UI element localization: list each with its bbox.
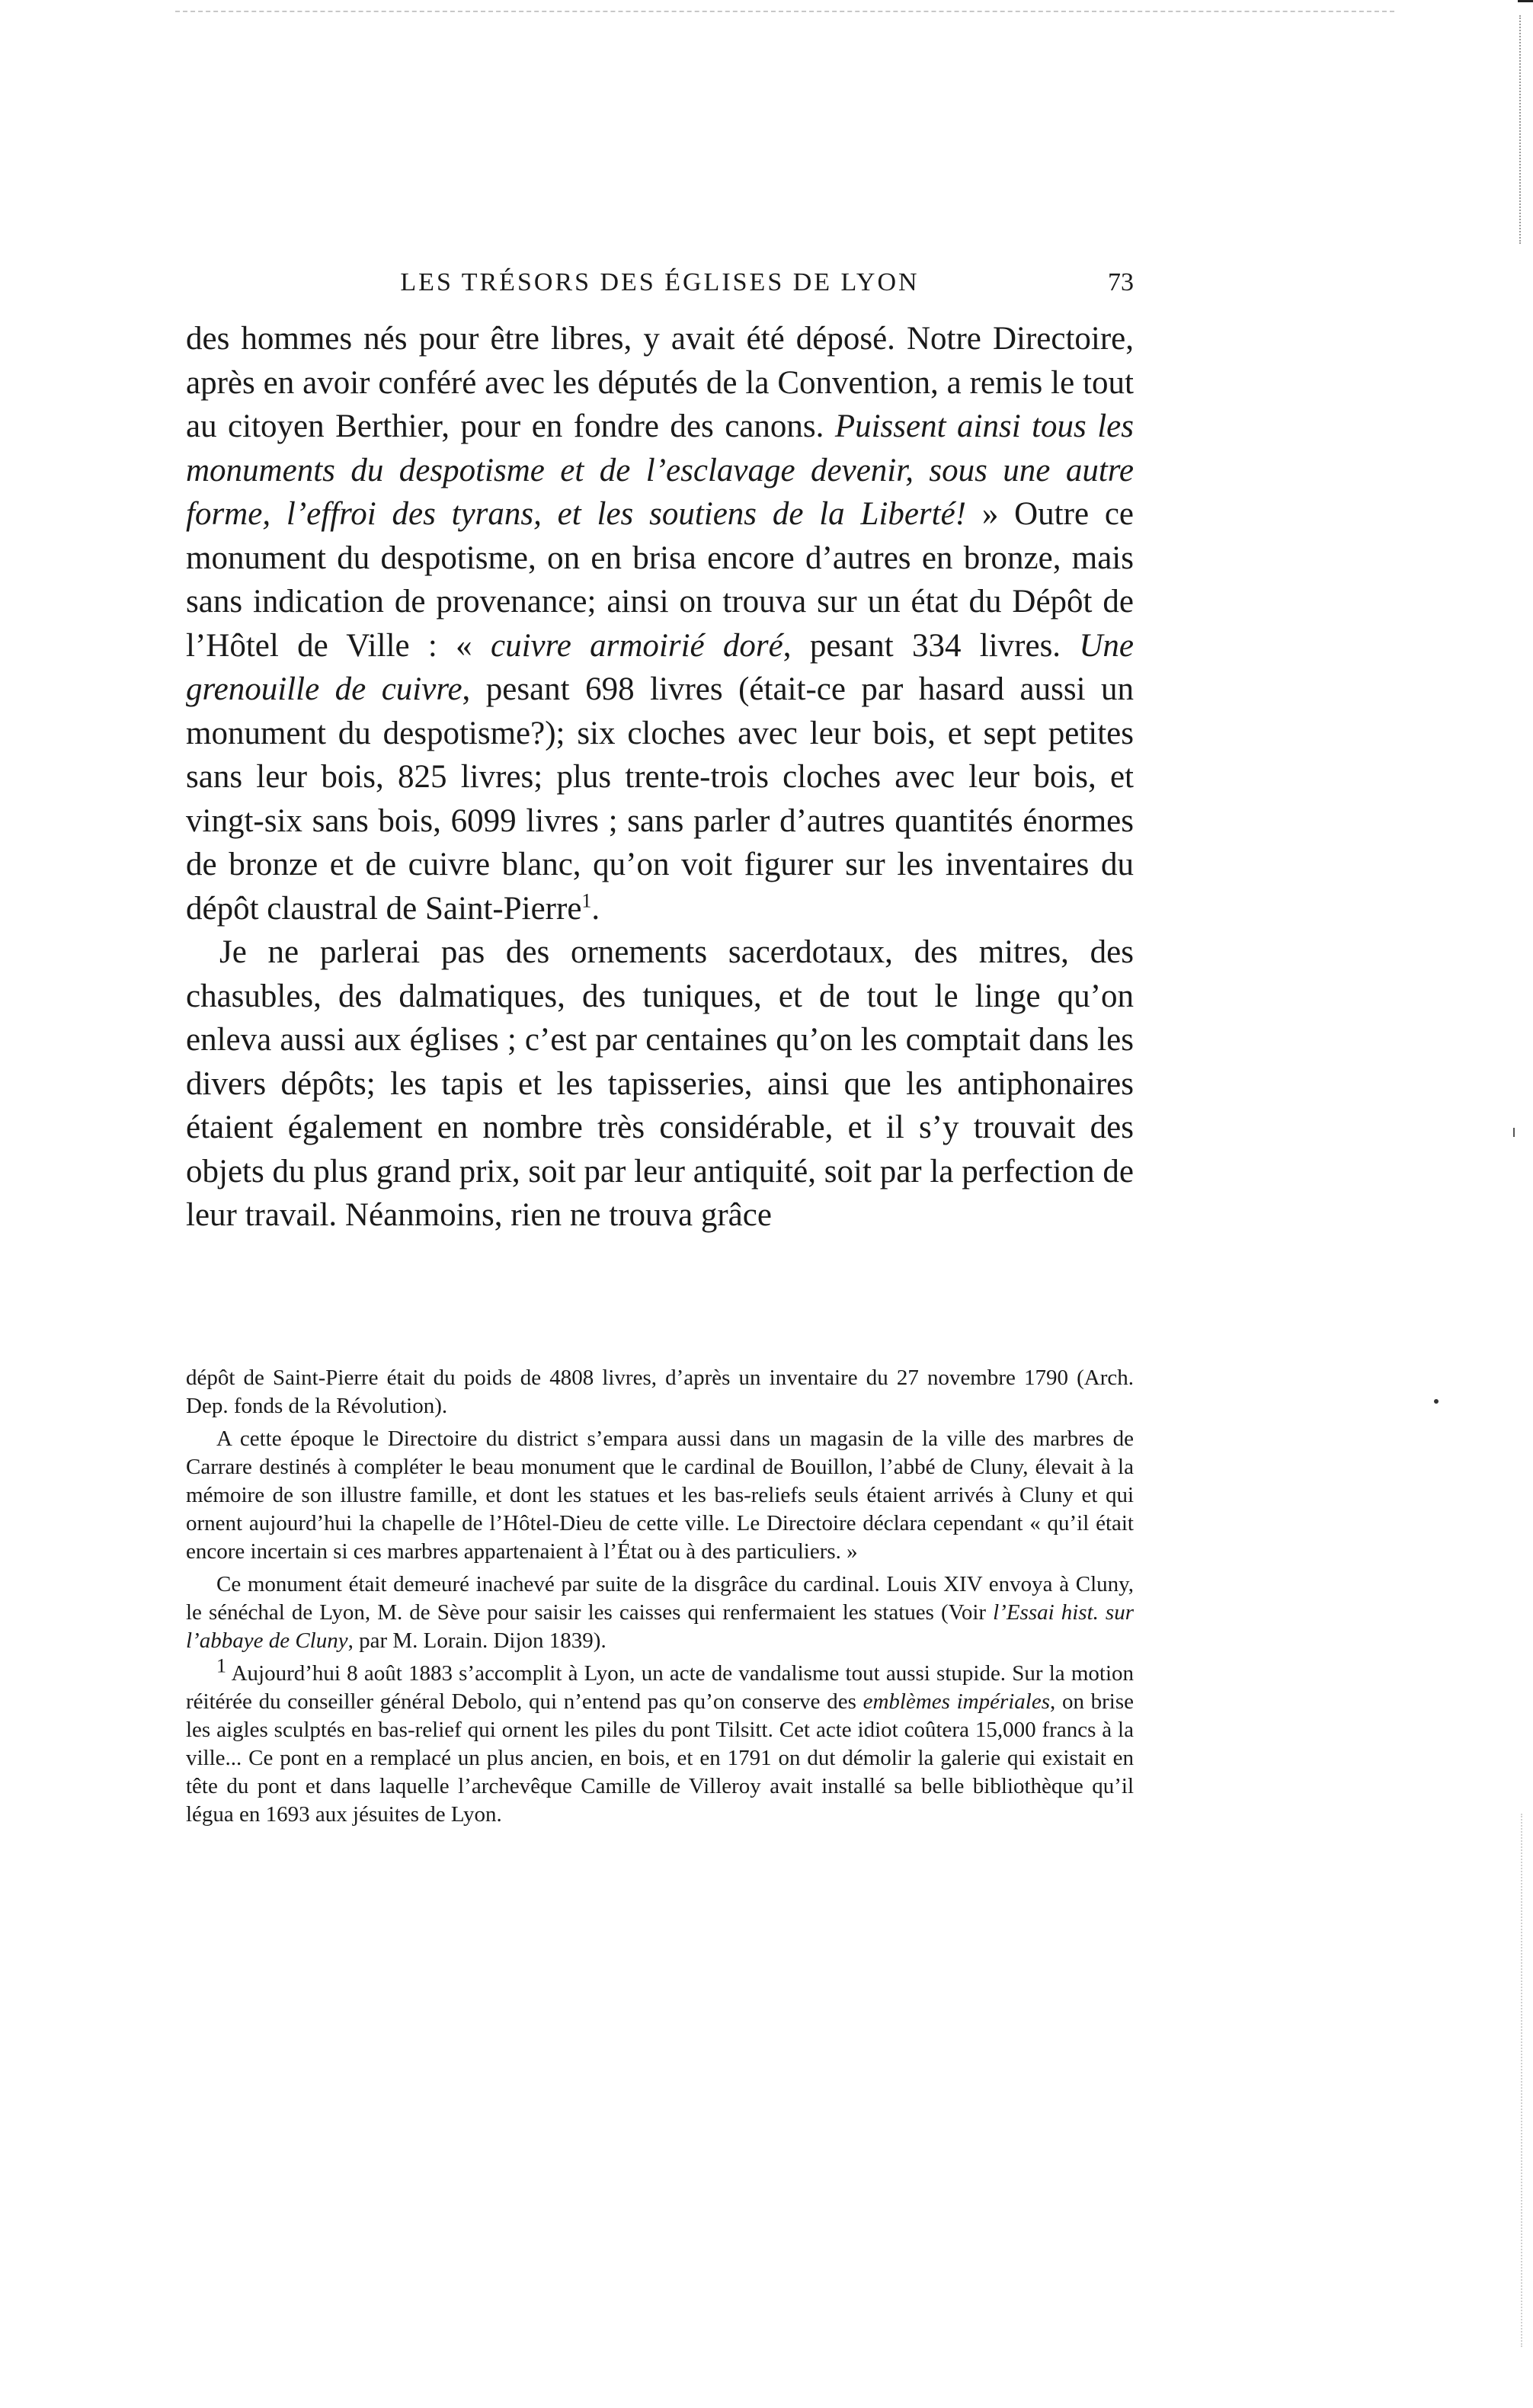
footnotes xyxy=(186,1364,1134,1833)
footnote-1-marker: 1 xyxy=(216,1654,226,1677)
paragraph-1-italic-quote: Puissent ainsi tous les monuments du despotisme et de l’esclavage devenir, sous une autre forme, l’effroi des tyrans, et les soutiens de la Liberté! xyxy=(186,408,1135,532)
footnote-monument xyxy=(186,1571,1134,1655)
paragraph-1-text-b: » Outre ce monument du despotisme, on en brisa encore d’autres en bronze, mais sans indication de provenance; ainsi on trouva sur un état du Dépôt de l’Hôtel de Ville : « xyxy=(186,496,1135,664)
scan-edge-marks-bottom xyxy=(1518,1814,1522,2347)
scan-edge-rule xyxy=(175,11,1394,12)
scan-edge-marks-top xyxy=(1516,15,1521,244)
running-head xyxy=(186,265,1134,311)
footnote-continuation: dépôt de Saint-Pierre était du poids de 4808 livres, d’après un inventaire du 27 novembre 1790 (Arch. Dep. fonds de la Révolution). xyxy=(186,1366,1134,1418)
paragraph-1-end: . xyxy=(591,890,600,927)
scan-speck xyxy=(1434,1399,1439,1404)
footnote-1-italic: emblèmes impériales xyxy=(863,1689,1051,1714)
footnote-1-text-a: Aujourd’hui 8 août 1883 s’accomplit à Lyon, un acte de vandalisme tout aussi stupide. Sur la motion réitérée du conseiller général Debolo, qui n’entend pas qu’on conserve des xyxy=(186,1661,1134,1714)
paragraph-1-italic-cuivre: cuivre armoirié doré xyxy=(490,627,783,664)
running-title: LES TRÉSORS DES ÉGLISES DE LYON xyxy=(400,268,920,296)
paragraph-1-italic-grenouille: Une grenouille de cuivre xyxy=(186,627,1135,707)
footnote-monument-text-a: Ce monument était demeuré inachevé par suite de la disgrâce du cardinal. Louis XIV envoya à Cluny, le sénéchal de Lyon, M. de Sève pour saisir les caisses qui renfermaient les statues (Voir xyxy=(186,1572,1134,1625)
scan-tick xyxy=(1513,1128,1515,1137)
footnote-carrare: A cette époque le Directoire du district s’empara aussi dans un magasin de la ville des marbres de Carrare destinés à compléter le beau monument que le cardinal de Bouillon, l’abbé de Cluny, élevait à la mémoire de son illustre famille, et dont les statues et les bas-reliefs seuls étaient arrivés à Cluny et qui ornent aujourd’hui la chapelle de l’Hôtel-Dieu de cette ville. Le Directoire déclara cependant « qu’il était encore incertain si ces marbres appartenaient à l’État ou à des particuliers. » xyxy=(186,1427,1134,1564)
paragraph-1-text-a: des hommes nés pour être libres, y avait été déposé. Notre Directoire, après en avoir conféré avec les députés de la Convention, a remis le tout au citoyen Berthier, pour en fondre des canons. xyxy=(186,321,1134,444)
paragraph-1-text-c: , pesant 334 livres. xyxy=(783,627,1080,664)
body-text xyxy=(186,317,1134,1238)
paragraph-2: Je ne parlerai pas des ornements sacerdotaux, des mitres, des chasubles, des dalmatiques, des tuniques, et de tout le linge qu’on enleva aussi aux églises ; c’est par centaines qu’on les comptait dans les divers dépôts; les tapis et les tapisseries, ainsi que les antiphonaires étaient également en nombre très considérable, et il s’y trouvait des objets du plus grand prix, soit par leur antiquité, soit par la perfection de leur travail. Néanmoins, rien ne trouva grâce xyxy=(186,934,1134,1233)
paragraph-1-text-d: , pesant 698 livres (était-ce par hasard aussi un monument du despotisme?); six cloches avec leur bois, et sept petites sans leur bois, 825 livres; plus trente-trois cloches avec leur bois, et vingt-six sans bois, 6099 livres ; sans parler d’autres quantités énormes de bronze et de cuivre blanc, qu’on voit figurer sur les inventaires du dépôt claustral de Saint-Pierre xyxy=(186,671,1134,927)
footnote-monument-text-b: , par M. Lorain. Dijon 1839). xyxy=(347,1628,606,1653)
footnote-ref-1: 1 xyxy=(581,889,592,912)
scan-corner-mark xyxy=(1518,0,1533,10)
footnote-monument-italic: l’Essai hist. sur l’abbaye de Cluny xyxy=(186,1600,1135,1653)
page-number: 73 xyxy=(1108,268,1134,296)
paragraph-1 xyxy=(186,317,1134,930)
footnote-1-text-b: , on brise les aigles sculptés en bas-relief qui ornent les piles du pont Tilsitt. Cet acte idiot coûtera 15,000 francs à la ville... Ce pont en a remplacé un plus ancien, en bois, et en 1791 on dut démolir la galerie qui existait en tête du pont et dans laquelle l’archevêque Camille de Villeroy avait installé sa belle bibliothèque qu’il légua en 1693 aux jésuites de Lyon. xyxy=(186,1689,1135,1827)
footnote-1 xyxy=(186,1654,1135,1829)
